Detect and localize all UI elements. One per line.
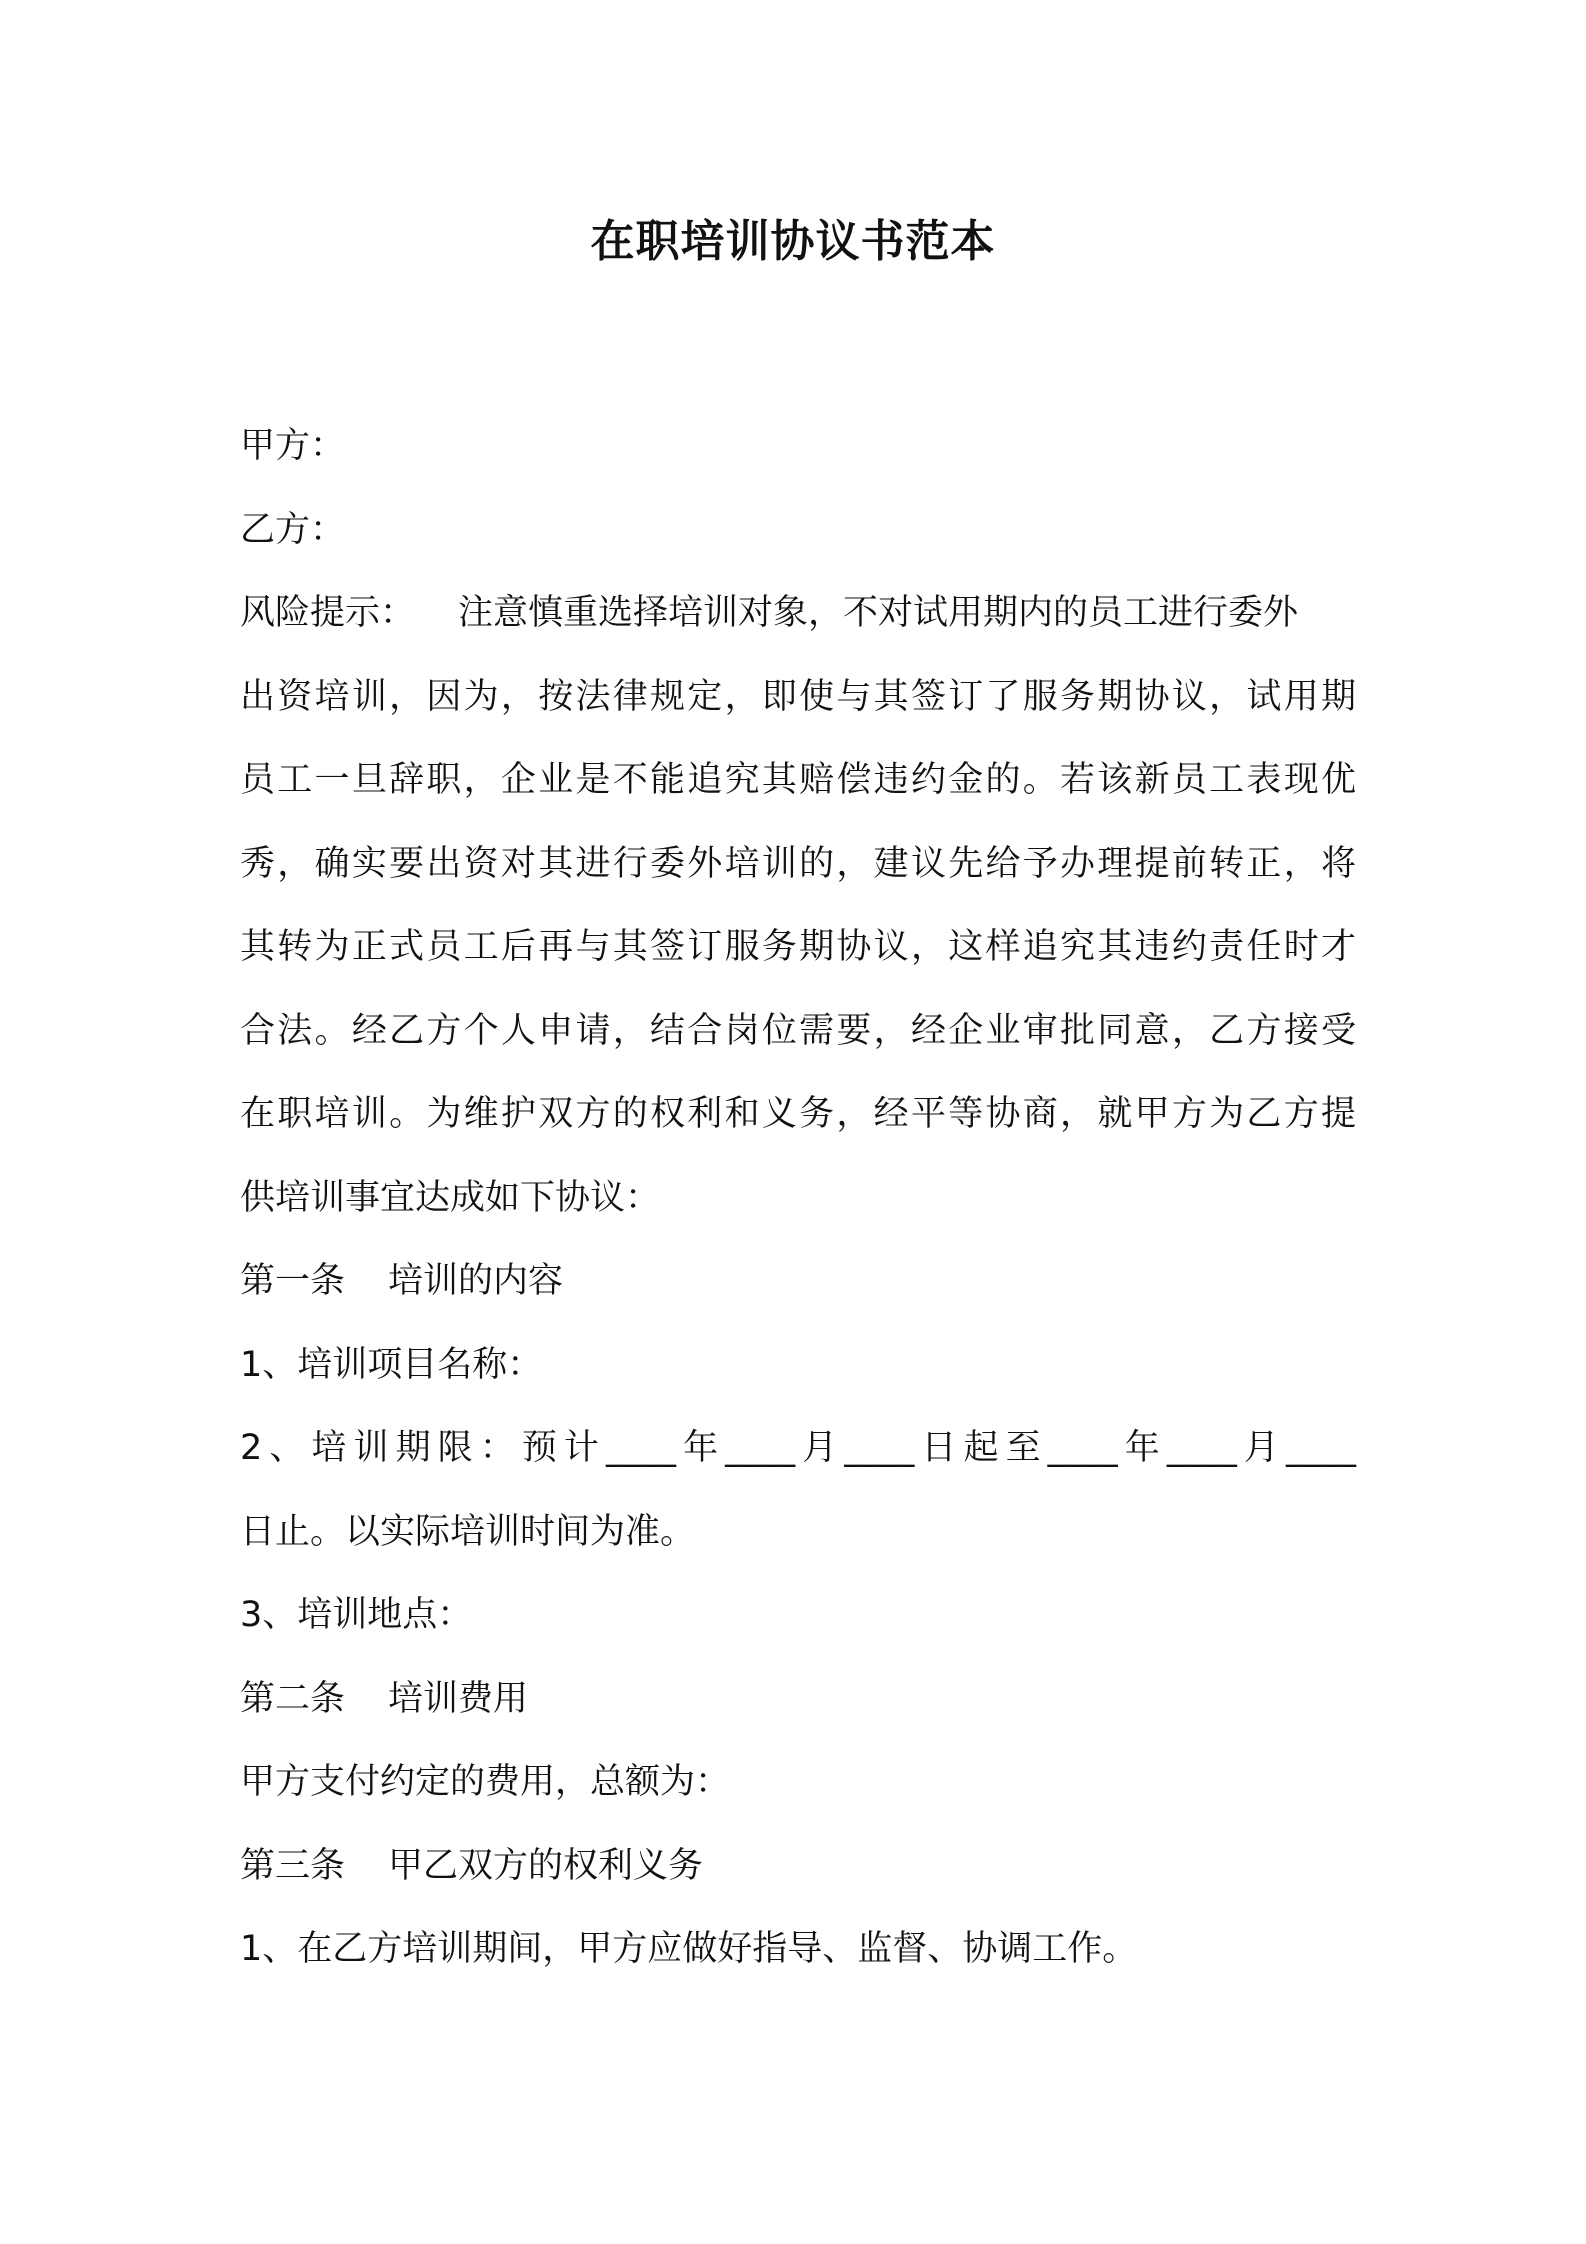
party-a-label: 甲方： <box>240 426 346 466</box>
risk-line-1 <box>240 572 1356 656</box>
article-1-heading <box>240 1240 1356 1324</box>
article-3-item-1: 1、在乙方培训期间，甲方应做好指导、监督、协调工作。 <box>240 1929 1138 1969</box>
article-1-item-3: 3、培训地点： <box>240 1595 473 1635</box>
risk-text-line: 出资培训，因为，按法律规定，即使与其签订了服务期协议，试用期 <box>240 676 1356 717</box>
article-number: 第二条 <box>240 1678 346 1719</box>
article-1-item-1: 1、培训项目名称： <box>240 1344 543 1385</box>
risk-text-line: 合法。经乙方个人申请，结合岗位需要，经企业审批同意，乙方接受 <box>240 1010 1356 1051</box>
risk-text-line: 秀，确实要出资对其进行委外培训的，建议先给予办理提前转正，将 <box>240 843 1356 884</box>
article-2-heading <box>240 1658 1356 1742</box>
article-number: 第三条 <box>240 1845 346 1886</box>
party-b-label: 乙方： <box>240 509 346 550</box>
article-title: 甲乙双方的权利义务 <box>388 1845 704 1886</box>
risk-text-line: 供培训事宜达成如下协议： <box>240 1177 661 1218</box>
document-title: 在职培训协议书范本 <box>590 216 996 267</box>
risk-text-line: 注意慎重选择培训对象，不对试用期内的员工进行委外 <box>458 593 1299 633</box>
risk-text-line: 其转为正式员工后再与其签订服务期协议，这样追究其违约责任时才 <box>240 927 1356 967</box>
article-3-heading <box>240 1825 1356 1909</box>
risk-text-line: 在职培训。为维护双方的权利和义务，经平等协商，就甲方为乙方提 <box>240 1094 1356 1134</box>
risk-label: 风险提示： <box>240 593 416 633</box>
article-1-item-2: 2、培训期限：预计____年____月____日起至____年____月____ <box>240 1428 1356 1468</box>
article-1-item-2-cont: 日止。以实际培训时间为准。 <box>240 1511 696 1552</box>
article-title: 培训的内容 <box>388 1261 564 1301</box>
article-2-text: 甲方支付约定的费用，总额为： <box>240 1762 731 1802</box>
risk-text-line: 员工一旦辞职，企业是不能追究其赔偿违约金的。若该新员工表现优 <box>240 760 1356 800</box>
document-body <box>240 405 1356 1992</box>
article-number: 第一条 <box>240 1261 346 1301</box>
article-title: 培训费用 <box>388 1678 529 1719</box>
